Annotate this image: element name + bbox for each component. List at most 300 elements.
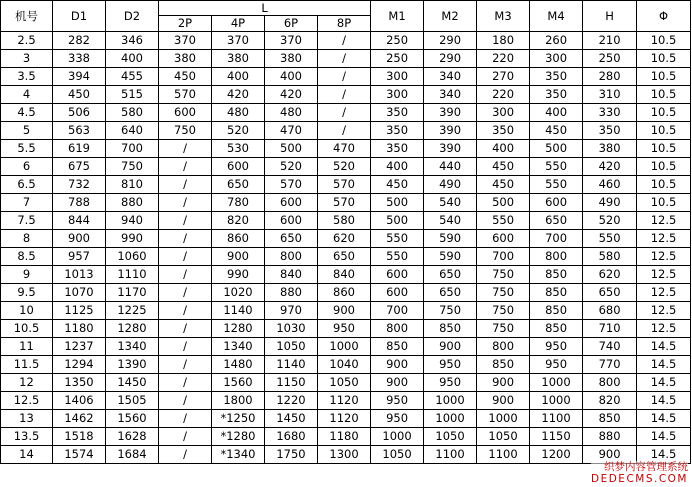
cell-m2: 540 — [424, 212, 477, 230]
cell-l-4p: 820 — [212, 212, 265, 230]
cell-h: 820 — [583, 392, 637, 410]
cell-l-2p: / — [159, 248, 212, 266]
cell-h: 880 — [583, 428, 637, 446]
cell-model: 10.5 — [1, 320, 53, 338]
cell-m4: 850 — [530, 284, 583, 302]
table-row — [1, 104, 691, 122]
cell-m1: 400 — [371, 158, 424, 176]
cell-l-4p: 1800 — [212, 392, 265, 410]
cell-l-4p: *1250 — [212, 410, 265, 428]
cell-m4: 350 — [530, 86, 583, 104]
cell-l-4p: 370 — [212, 32, 265, 50]
table-row — [1, 266, 691, 284]
cell-phi: 10.5 — [637, 194, 691, 212]
cell-l-6p: 600 — [265, 194, 318, 212]
cell-m4: 1150 — [530, 428, 583, 446]
cell-model: 10 — [1, 302, 53, 320]
cell-phi: 10.5 — [637, 68, 691, 86]
cell-model: 11.5 — [1, 356, 53, 374]
cell-l-2p: / — [159, 176, 212, 194]
cell-phi: 10.5 — [637, 104, 691, 122]
table-row — [1, 194, 691, 212]
cell-l-6p: 1050 — [265, 338, 318, 356]
cell-l-8p: 900 — [318, 302, 371, 320]
cell-d2: 1560 — [106, 410, 159, 428]
cell-phi: 12.5 — [637, 230, 691, 248]
cell-d1: 338 — [53, 50, 106, 68]
cell-d1: 1013 — [53, 266, 106, 284]
cell-l-8p: 470 — [318, 140, 371, 158]
cell-d1: 394 — [53, 68, 106, 86]
cell-model: 11 — [1, 338, 53, 356]
cell-l-8p: 620 — [318, 230, 371, 248]
cell-m2: 650 — [424, 266, 477, 284]
cell-model: 9.5 — [1, 284, 53, 302]
table-row — [1, 356, 691, 374]
cell-l-6p: 1450 — [265, 410, 318, 428]
cell-l-8p: 1000 — [318, 338, 371, 356]
cell-l-6p: 520 — [265, 158, 318, 176]
table-row — [1, 248, 691, 266]
cell-m1: 600 — [371, 266, 424, 284]
cell-l-6p: 1150 — [265, 374, 318, 392]
cell-l-4p: 400 — [212, 68, 265, 86]
cell-l-2p: / — [159, 410, 212, 428]
cell-d1: 957 — [53, 248, 106, 266]
cell-phi: 14.5 — [637, 338, 691, 356]
cell-m4: 700 — [530, 230, 583, 248]
cell-l-8p: 1120 — [318, 392, 371, 410]
cell-m1: 350 — [371, 122, 424, 140]
cell-m1: 900 — [371, 356, 424, 374]
cell-m4: 300 — [530, 50, 583, 68]
cell-l-8p: 840 — [318, 266, 371, 284]
cell-l-4p: 480 — [212, 104, 265, 122]
table-row — [1, 122, 691, 140]
cell-l-6p: 370 — [265, 32, 318, 50]
cell-d1: 1294 — [53, 356, 106, 374]
cell-l-4p: 380 — [212, 50, 265, 68]
cell-d2: 1505 — [106, 392, 159, 410]
cell-l-8p: 1180 — [318, 428, 371, 446]
cell-l-6p: 650 — [265, 230, 318, 248]
cell-m2: 490 — [424, 176, 477, 194]
cell-d2: 346 — [106, 32, 159, 50]
cell-m1: 450 — [371, 176, 424, 194]
table-row — [1, 50, 691, 68]
cell-phi: 12.5 — [637, 212, 691, 230]
cell-phi: 14.5 — [637, 410, 691, 428]
cell-phi: 10.5 — [637, 122, 691, 140]
cell-d1: 619 — [53, 140, 106, 158]
cell-m4: 850 — [530, 320, 583, 338]
cell-m3: 270 — [477, 68, 530, 86]
cell-m4: 1100 — [530, 410, 583, 428]
header-phi: Φ — [637, 1, 691, 32]
cell-m1: 250 — [371, 32, 424, 50]
cell-d2: 400 — [106, 50, 159, 68]
cell-m1: 550 — [371, 248, 424, 266]
cell-h: 620 — [583, 266, 637, 284]
cell-l-8p: / — [318, 104, 371, 122]
table-row — [1, 212, 691, 230]
cell-m3: 1000 — [477, 410, 530, 428]
cell-l-6p: 1750 — [265, 446, 318, 464]
cell-m2: 1000 — [424, 392, 477, 410]
cell-model: 3 — [1, 50, 53, 68]
cell-model: 6 — [1, 158, 53, 176]
cell-m2: 590 — [424, 230, 477, 248]
cell-d2: 1450 — [106, 374, 159, 392]
table-row — [1, 86, 691, 104]
cell-m3: 900 — [477, 392, 530, 410]
cell-l-4p: 1020 — [212, 284, 265, 302]
cell-phi: 10.5 — [637, 158, 691, 176]
cell-l-8p: 580 — [318, 212, 371, 230]
header-m2: M2 — [424, 1, 477, 32]
cell-h: 280 — [583, 68, 637, 86]
cell-d1: 1574 — [53, 446, 106, 464]
cell-d1: 844 — [53, 212, 106, 230]
cell-l-6p: 480 — [265, 104, 318, 122]
cell-d1: 1237 — [53, 338, 106, 356]
cell-m1: 800 — [371, 320, 424, 338]
cell-m2: 540 — [424, 194, 477, 212]
cell-l-2p: / — [159, 302, 212, 320]
cell-d2: 990 — [106, 230, 159, 248]
cell-m4: 850 — [530, 266, 583, 284]
cell-m1: 900 — [371, 374, 424, 392]
cell-model: 8 — [1, 230, 53, 248]
cell-l-8p: / — [318, 86, 371, 104]
table-row — [1, 302, 691, 320]
watermark-title: 织梦内容管理系统 — [604, 461, 688, 473]
cell-h: 520 — [583, 212, 637, 230]
cell-model: 3.5 — [1, 68, 53, 86]
cell-l-4p: 600 — [212, 158, 265, 176]
cell-l-2p: 600 — [159, 104, 212, 122]
header-h: H — [583, 1, 637, 32]
table-row — [1, 158, 691, 176]
cell-m3: 550 — [477, 212, 530, 230]
cell-d1: 900 — [53, 230, 106, 248]
cell-model: 4 — [1, 86, 53, 104]
cell-m4: 1000 — [530, 392, 583, 410]
cell-m4: 550 — [530, 176, 583, 194]
cell-l-4p: 1340 — [212, 338, 265, 356]
cell-l-2p: 750 — [159, 122, 212, 140]
cell-d2: 810 — [106, 176, 159, 194]
cell-m1: 250 — [371, 50, 424, 68]
header-l-6p: 6P — [265, 16, 318, 32]
cell-l-8p: 1120 — [318, 410, 371, 428]
cell-m1: 350 — [371, 140, 424, 158]
table-row — [1, 428, 691, 446]
cell-phi: 14.5 — [637, 446, 691, 464]
cell-m2: 290 — [424, 50, 477, 68]
cell-l-2p: / — [159, 446, 212, 464]
cell-l-6p: 800 — [265, 248, 318, 266]
cell-h: 350 — [583, 122, 637, 140]
cell-l-6p: 1030 — [265, 320, 318, 338]
cell-m2: 850 — [424, 320, 477, 338]
cell-model: 13.5 — [1, 428, 53, 446]
cell-m1: 300 — [371, 86, 424, 104]
cell-d2: 1628 — [106, 428, 159, 446]
cell-l-8p: 860 — [318, 284, 371, 302]
cell-m2: 390 — [424, 140, 477, 158]
table-row — [1, 446, 691, 464]
cell-d2: 1110 — [106, 266, 159, 284]
cell-m2: 1000 — [424, 410, 477, 428]
cell-m2: 1100 — [424, 446, 477, 464]
cell-h: 580 — [583, 248, 637, 266]
cell-d1: 506 — [53, 104, 106, 122]
table-row — [1, 32, 691, 50]
cell-m4: 500 — [530, 140, 583, 158]
cell-m4: 400 — [530, 104, 583, 122]
cell-phi: 14.5 — [637, 428, 691, 446]
cell-l-8p: 650 — [318, 248, 371, 266]
cell-l-4p: 1140 — [212, 302, 265, 320]
cell-phi: 12.5 — [637, 320, 691, 338]
cell-l-2p: / — [159, 194, 212, 212]
cell-l-2p: 450 — [159, 68, 212, 86]
cell-m2: 900 — [424, 338, 477, 356]
cell-m3: 500 — [477, 194, 530, 212]
cell-d1: 1518 — [53, 428, 106, 446]
cell-m2: 1050 — [424, 428, 477, 446]
cell-m2: 440 — [424, 158, 477, 176]
table-header — [1, 1, 691, 32]
cell-l-2p: / — [159, 356, 212, 374]
cell-model: 12.5 — [1, 392, 53, 410]
cell-d2: 455 — [106, 68, 159, 86]
cell-phi: 12.5 — [637, 284, 691, 302]
cell-l-4p: *1340 — [212, 446, 265, 464]
header-d2: D2 — [106, 1, 159, 32]
cell-h: 800 — [583, 374, 637, 392]
cell-h: 710 — [583, 320, 637, 338]
cell-l-2p: / — [159, 392, 212, 410]
table-row — [1, 338, 691, 356]
cell-h: 460 — [583, 176, 637, 194]
cell-d1: 1350 — [53, 374, 106, 392]
cell-h: 250 — [583, 50, 637, 68]
cell-phi: 12.5 — [637, 266, 691, 284]
cell-l-6p: 1220 — [265, 392, 318, 410]
cell-m3: 180 — [477, 32, 530, 50]
cell-d2: 640 — [106, 122, 159, 140]
cell-m1: 500 — [371, 212, 424, 230]
table-row — [1, 392, 691, 410]
cell-l-4p: 860 — [212, 230, 265, 248]
cell-l-8p: 520 — [318, 158, 371, 176]
cell-m3: 1100 — [477, 446, 530, 464]
cell-d1: 732 — [53, 176, 106, 194]
cell-m3: 220 — [477, 50, 530, 68]
cell-m1: 350 — [371, 104, 424, 122]
cell-l-2p: / — [159, 320, 212, 338]
cell-m3: 300 — [477, 104, 530, 122]
cell-l-8p: / — [318, 50, 371, 68]
cell-l-2p: / — [159, 140, 212, 158]
cell-model: 13 — [1, 410, 53, 428]
cell-l-2p: / — [159, 230, 212, 248]
cell-phi: 10.5 — [637, 50, 691, 68]
cell-l-2p: / — [159, 284, 212, 302]
cell-m1: 950 — [371, 410, 424, 428]
cell-model: 12 — [1, 374, 53, 392]
cell-d2: 880 — [106, 194, 159, 212]
cell-m2: 390 — [424, 104, 477, 122]
cell-m2: 950 — [424, 374, 477, 392]
cell-l-6p: 380 — [265, 50, 318, 68]
cell-model: 5 — [1, 122, 53, 140]
cell-phi: 12.5 — [637, 248, 691, 266]
cell-l-4p: *1280 — [212, 428, 265, 446]
cell-l-4p: 420 — [212, 86, 265, 104]
cell-l-4p: 1480 — [212, 356, 265, 374]
cell-l-4p: 900 — [212, 248, 265, 266]
cell-phi: 10.5 — [637, 86, 691, 104]
cell-l-8p: / — [318, 122, 371, 140]
cell-l-2p: / — [159, 428, 212, 446]
table-row — [1, 284, 691, 302]
cell-m3: 700 — [477, 248, 530, 266]
cell-l-2p: 570 — [159, 86, 212, 104]
cell-m4: 350 — [530, 68, 583, 86]
cell-d2: 1060 — [106, 248, 159, 266]
cell-m1: 1000 — [371, 428, 424, 446]
cell-d1: 1180 — [53, 320, 106, 338]
cell-l-8p: / — [318, 32, 371, 50]
cell-m4: 260 — [530, 32, 583, 50]
header-m3: M3 — [477, 1, 530, 32]
cell-d2: 1684 — [106, 446, 159, 464]
cell-phi: 10.5 — [637, 176, 691, 194]
cell-l-8p: 1040 — [318, 356, 371, 374]
cell-m3: 900 — [477, 374, 530, 392]
cell-m4: 1200 — [530, 446, 583, 464]
cell-model: 2.5 — [1, 32, 53, 50]
header-l-8p: 8P — [318, 16, 371, 32]
cell-l-6p: 470 — [265, 122, 318, 140]
cell-h: 490 — [583, 194, 637, 212]
cell-l-6p: 600 — [265, 212, 318, 230]
cell-l-4p: 780 — [212, 194, 265, 212]
cell-l-2p: / — [159, 338, 212, 356]
table-row — [1, 374, 691, 392]
cell-d1: 1406 — [53, 392, 106, 410]
cell-l-6p: 970 — [265, 302, 318, 320]
cell-m4: 850 — [530, 302, 583, 320]
cell-m4: 1000 — [530, 374, 583, 392]
header-d1: D1 — [53, 1, 106, 32]
cell-phi: 10.5 — [637, 32, 691, 50]
cell-l-2p: 380 — [159, 50, 212, 68]
cell-m4: 600 — [530, 194, 583, 212]
cell-phi: 14.5 — [637, 356, 691, 374]
cell-m3: 220 — [477, 86, 530, 104]
cell-m3: 750 — [477, 284, 530, 302]
watermark — [591, 461, 688, 485]
cell-m1: 950 — [371, 392, 424, 410]
table-row — [1, 320, 691, 338]
cell-m4: 950 — [530, 338, 583, 356]
header-m4: M4 — [530, 1, 583, 32]
cell-m3: 600 — [477, 230, 530, 248]
cell-m2: 290 — [424, 32, 477, 50]
cell-h: 210 — [583, 32, 637, 50]
table-body — [1, 32, 691, 464]
cell-m3: 750 — [477, 302, 530, 320]
header-l-4p: 4P — [212, 16, 265, 32]
cell-l-2p: / — [159, 266, 212, 284]
header-row-top — [1, 1, 691, 16]
cell-d1: 450 — [53, 86, 106, 104]
cell-l-4p: 990 — [212, 266, 265, 284]
table-row — [1, 230, 691, 248]
header-l: L — [159, 1, 371, 16]
cell-d1: 675 — [53, 158, 106, 176]
header-model: 机号 — [1, 1, 53, 32]
header-l-2p: 2P — [159, 16, 212, 32]
cell-m3: 450 — [477, 176, 530, 194]
cell-m2: 750 — [424, 302, 477, 320]
table-row — [1, 176, 691, 194]
cell-l-4p: 1280 — [212, 320, 265, 338]
cell-m4: 950 — [530, 356, 583, 374]
cell-h: 330 — [583, 104, 637, 122]
cell-m4: 650 — [530, 212, 583, 230]
cell-d2: 940 — [106, 212, 159, 230]
cell-d2: 1390 — [106, 356, 159, 374]
cell-m2: 950 — [424, 356, 477, 374]
table-row — [1, 410, 691, 428]
cell-model: 5.5 — [1, 140, 53, 158]
cell-l-2p: / — [159, 158, 212, 176]
cell-m4: 450 — [530, 122, 583, 140]
cell-l-6p: 500 — [265, 140, 318, 158]
cell-d1: 1462 — [53, 410, 106, 428]
cell-h: 420 — [583, 158, 637, 176]
cell-h: 550 — [583, 230, 637, 248]
cell-l-2p: / — [159, 374, 212, 392]
cell-h: 380 — [583, 140, 637, 158]
cell-l-8p: 1300 — [318, 446, 371, 464]
cell-phi: 14.5 — [637, 374, 691, 392]
cell-m1: 700 — [371, 302, 424, 320]
watermark-url: DEDECMS.COM — [591, 473, 688, 485]
cell-phi: 14.5 — [637, 392, 691, 410]
cell-d1: 1070 — [53, 284, 106, 302]
cell-l-8p: 1050 — [318, 374, 371, 392]
cell-h: 680 — [583, 302, 637, 320]
cell-m3: 400 — [477, 140, 530, 158]
cell-m3: 850 — [477, 356, 530, 374]
cell-m3: 350 — [477, 122, 530, 140]
cell-l-8p: 570 — [318, 176, 371, 194]
cell-model: 7.5 — [1, 212, 53, 230]
cell-m1: 300 — [371, 68, 424, 86]
cell-m4: 550 — [530, 158, 583, 176]
cell-l-6p: 570 — [265, 176, 318, 194]
cell-h: 770 — [583, 356, 637, 374]
table-row — [1, 140, 691, 158]
cell-d2: 515 — [106, 86, 159, 104]
cell-l-8p: 570 — [318, 194, 371, 212]
